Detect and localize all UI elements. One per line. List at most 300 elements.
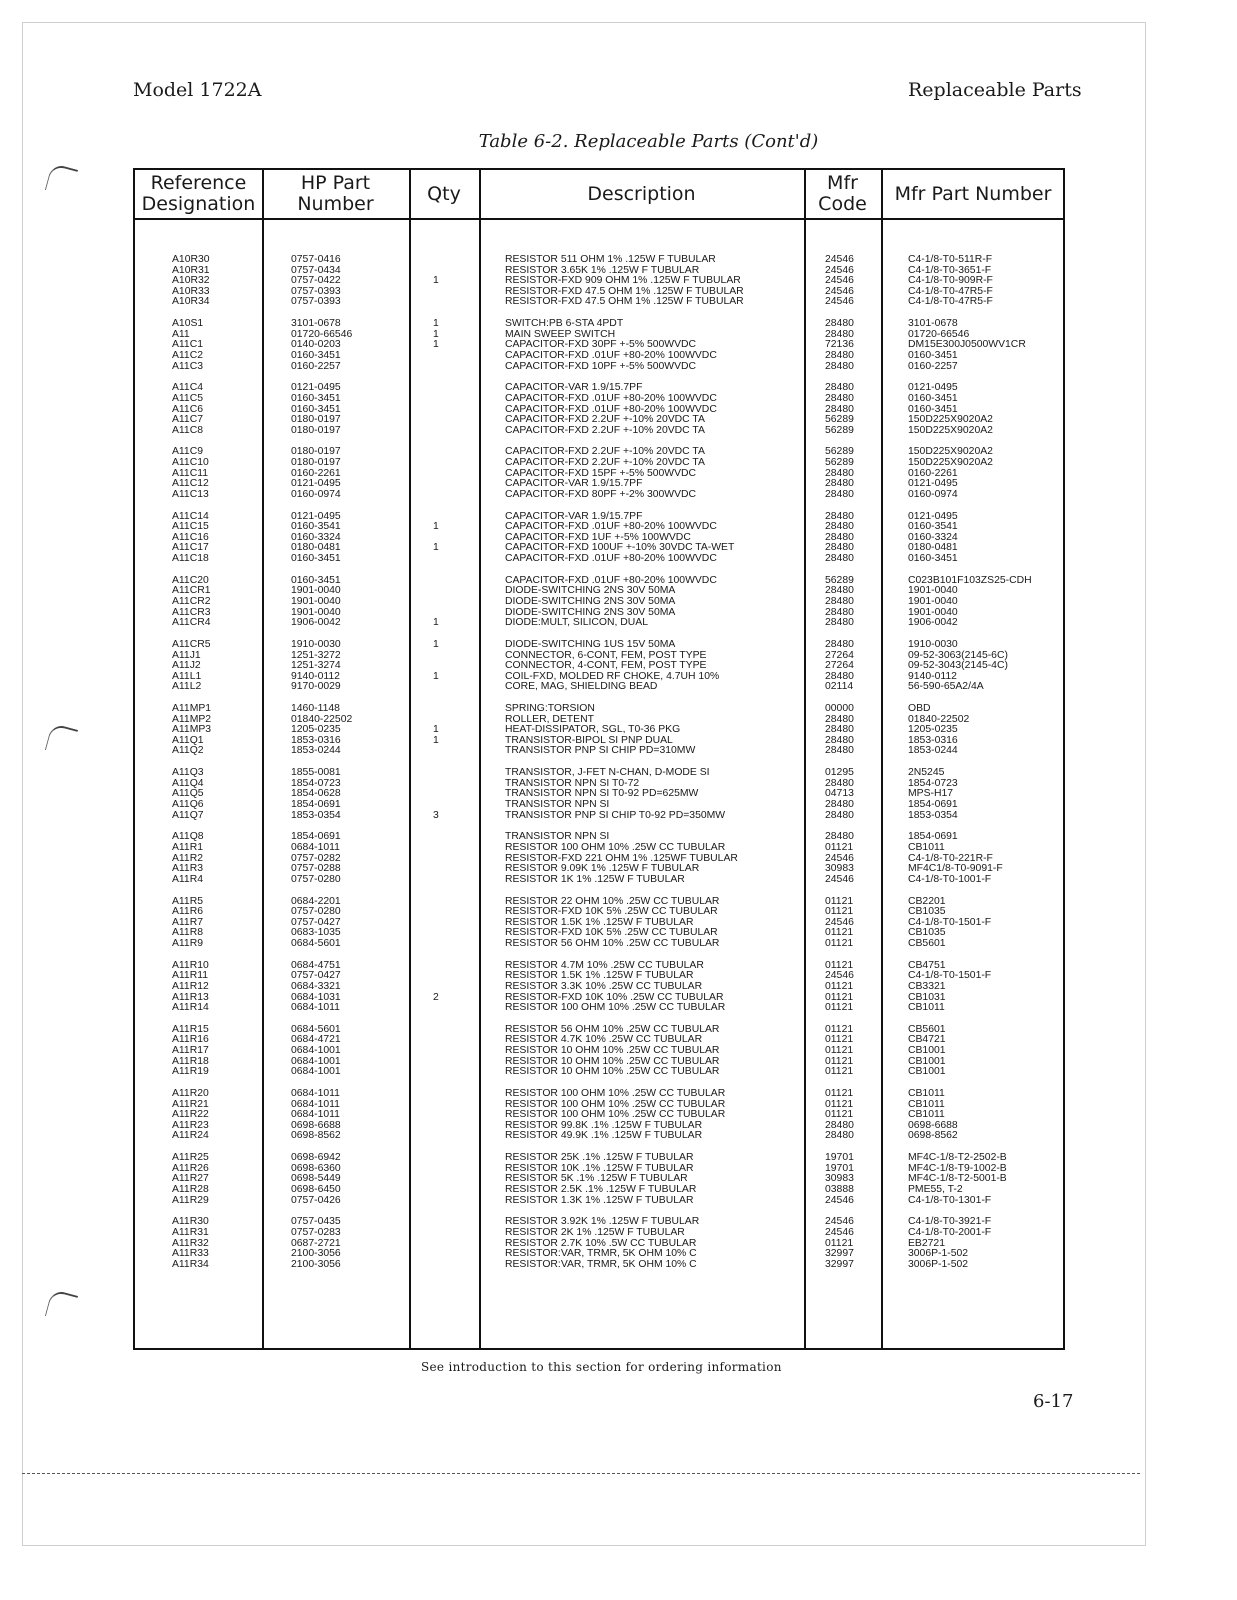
cell-mfr-code: 01121 — [825, 959, 854, 971]
cell-mfr-code: 28480 — [825, 745, 854, 757]
cell-mfr-part-number: 1906-0042 — [908, 617, 958, 629]
cell-mfr-code: 24546 — [825, 264, 854, 276]
cell-hp-part-number: 0757-0393 — [291, 296, 341, 308]
table-row — [135, 682, 1067, 693]
cell-reference: A10R34 — [172, 296, 210, 308]
cell-description: RESISTOR 2K 1% .125W F TUBULAR — [505, 1226, 685, 1238]
cell-mfr-code: 32997 — [825, 1258, 854, 1270]
column-header-line: Mfr — [827, 172, 858, 194]
cell-mfr-part-number: 1910-0030 — [908, 638, 958, 650]
cell-description: CAPACITOR-VAR 1.9/15.7PF — [505, 382, 643, 394]
cell-description: CAPACITOR-FXD 80PF +-2% 300WVDC — [505, 488, 697, 500]
cell-hp-part-number: 0160-3541 — [291, 521, 341, 533]
cell-mfr-code: 24546 — [825, 254, 854, 265]
cell-description: RESISTOR 49.9K .1% .125W F TUBULAR — [505, 1130, 703, 1142]
cell-description: ROLLER, DETENT — [505, 713, 594, 725]
cell-mfr-code: 28480 — [825, 521, 854, 533]
cell-description: RESISTOR 4.7K 10% .25W CC TUBULAR — [505, 1034, 703, 1046]
cell-quantity: 1 — [433, 328, 439, 340]
cell-reference: A11C5 — [172, 392, 203, 404]
cell-hp-part-number: 0757-0427 — [291, 970, 341, 982]
cell-mfr-part-number: 0160-3541 — [908, 521, 958, 533]
cell-reference: A11R20 — [172, 1088, 209, 1100]
cell-hp-part-number: 0160-2261 — [291, 467, 341, 479]
cell-hp-part-number: 0140-0203 — [291, 339, 341, 351]
row-group — [135, 1153, 1067, 1206]
cell-mfr-code: 28480 — [825, 553, 854, 564]
cell-description: RESISTOR-FXD 10K 5% .25W CC TUBULAR — [505, 927, 718, 939]
table-row — [135, 1196, 1067, 1207]
cell-reference: A11Q2 — [172, 745, 204, 757]
cell-mfr-part-number: 150D225X9020A2 — [908, 457, 993, 469]
cell-hp-part-number: 1205-0235 — [291, 724, 341, 736]
cell-description: DIODE-SWITCHING 2NS 30V 50MA — [505, 585, 676, 597]
cell-mfr-part-number: 0160-3324 — [908, 531, 958, 543]
cell-hp-part-number: 0160-3451 — [291, 403, 341, 415]
cell-reference: A11Q7 — [172, 809, 204, 821]
cell-hp-part-number: 0684-1011 — [291, 1098, 340, 1110]
cell-mfr-part-number: 1854-0723 — [908, 777, 958, 789]
cell-description: CAPACITOR-FXD 2.2UF +-10% 20VDC TA — [505, 424, 705, 436]
cell-description: CAPACITOR-VAR 1.9/15.7PF — [505, 478, 643, 490]
cell-mfr-part-number: 0160-0974 — [908, 488, 958, 500]
cell-description: RESISTOR 5K .1% .125W F TUBULAR — [505, 1173, 688, 1185]
cell-mfr-part-number: 1901-0040 — [908, 595, 958, 607]
cell-hp-part-number: 0160-3324 — [291, 531, 341, 543]
cell-mfr-code: 28480 — [825, 617, 854, 629]
cell-reference: A11C12 — [172, 478, 209, 490]
cell-quantity: 1 — [433, 617, 439, 629]
cell-quantity: 1 — [433, 734, 439, 746]
cell-mfr-part-number: C4-1/8-T0-909R-F — [908, 275, 993, 287]
cell-reference: A10R30 — [172, 254, 210, 265]
table-row — [135, 618, 1067, 629]
cell-mfr-part-number: 0121-0495 — [908, 478, 958, 490]
row-group — [135, 832, 1067, 885]
table-row — [135, 939, 1067, 950]
row-group — [135, 383, 1067, 436]
cell-description: CAPACITOR-FXD .01UF +80-20% 100WVDC — [505, 349, 717, 361]
column-header-line: Code — [818, 193, 867, 215]
cell-hp-part-number: 3101-0678 — [291, 318, 341, 330]
cell-mfr-part-number: C4-1/8-T0-1501-F — [908, 916, 992, 928]
cell-mfr-code: 24546 — [825, 1194, 854, 1206]
cell-description: HEAT-DISSIPATOR, SGL, T0-36 PKG — [505, 724, 681, 736]
cell-mfr-code: 28480 — [825, 606, 854, 618]
cell-mfr-part-number: 09-52-3043(2145-4C) — [908, 660, 1008, 672]
cell-mfr-part-number: CB5601 — [908, 937, 946, 949]
cell-reference: A11C16 — [172, 531, 209, 543]
cell-description: RESISTOR 10 OHM 10% .25W CC TUBULAR — [505, 1045, 720, 1057]
cell-description: RESISTOR 56 OHM 10% .25W CC TUBULAR — [505, 937, 720, 949]
cell-mfr-part-number: CB3321 — [908, 980, 946, 992]
cell-reference: A11R25 — [172, 1152, 209, 1164]
cell-reference: A11R27 — [172, 1173, 209, 1185]
cell-reference: A11C9 — [172, 446, 203, 458]
cell-mfr-code: 01121 — [825, 937, 854, 949]
cell-mfr-part-number: MF4C1/8-T0-9091-F — [908, 863, 1003, 875]
cell-description: RESISTOR 1.3K 1% .125W F TUBULAR — [505, 1194, 694, 1206]
cell-reference: A11C17 — [172, 542, 209, 554]
cell-mfr-part-number: CB1001 — [908, 1066, 946, 1078]
cell-reference: A11C4 — [172, 382, 203, 394]
cell-description: CAPACITOR-FXD .01UF +80-20% 100WVDC — [505, 574, 717, 586]
cell-description: RESISTOR-FXD 47.5 OHM 1% .125W F TUBULAR — [505, 285, 744, 297]
cell-mfr-code: 24546 — [825, 852, 854, 864]
cell-reference: A11R18 — [172, 1055, 209, 1067]
cell-mfr-part-number: 01720-66546 — [908, 328, 970, 340]
parts-table — [133, 168, 1065, 1350]
cell-reference: A11C3 — [172, 360, 203, 372]
cell-reference: A11Q8 — [172, 831, 204, 843]
cell-mfr-part-number: C4-1/8-T0-511R-F — [908, 254, 993, 265]
cell-description: RESISTOR-FXD 909 OHM 1% .125W F TUBULAR — [505, 275, 741, 287]
cell-mfr-code: 28480 — [825, 542, 854, 554]
cell-hp-part-number: 01720-66546 — [291, 328, 353, 340]
cell-description: RESISTOR 1K 1% .125W F TUBULAR — [505, 873, 685, 885]
cell-mfr-code: 28480 — [825, 809, 854, 821]
cell-description: TRANSISTOR-BIPOL SI PNP DUAL — [505, 734, 673, 746]
cell-hp-part-number: 0698-6688 — [291, 1119, 341, 1131]
table-row — [135, 426, 1067, 437]
cell-reference: A11R33 — [172, 1248, 209, 1260]
column-header-description: Description — [587, 182, 696, 205]
cell-mfr-part-number: CB1011 — [908, 1088, 945, 1100]
cell-mfr-code: 01121 — [825, 842, 854, 853]
cell-mfr-code: 24546 — [825, 285, 854, 297]
cell-hp-part-number: 0684-4751 — [291, 959, 341, 971]
cell-description: RESISTOR 3.92K 1% .125W F TUBULAR — [505, 1216, 700, 1228]
cell-hp-part-number: 0684-1001 — [291, 1066, 341, 1078]
cell-mfr-part-number: CB5601 — [908, 1023, 946, 1035]
cell-hp-part-number: 0698-6942 — [291, 1152, 341, 1164]
cell-hp-part-number: 0684-2201 — [291, 895, 341, 907]
cell-mfr-code: 24546 — [825, 916, 854, 928]
cell-mfr-part-number: CB1001 — [908, 1055, 946, 1067]
cell-description: RESISTOR 25K .1% .125W F TUBULAR — [505, 1152, 694, 1164]
cell-mfr-part-number: 1854-0691 — [908, 799, 958, 811]
cell-hp-part-number: 1855-0081 — [291, 767, 341, 779]
cell-mfr-part-number: 2N5245 — [908, 767, 945, 779]
cell-description: TRANSISTOR, J-FET N-CHAN, D-MODE SI — [505, 767, 710, 779]
cell-reference: A11CR5 — [172, 638, 211, 650]
cell-mfr-part-number: 0121-0495 — [908, 382, 958, 394]
cell-hp-part-number: 0757-0416 — [291, 254, 341, 265]
cell-description: RESISTOR 3.3K 10% .25W CC TUBULAR — [505, 980, 703, 992]
cell-reference: A10R33 — [172, 285, 210, 297]
cell-hp-part-number: 9170-0029 — [291, 681, 341, 693]
cell-description: TRANSISTOR NPN SI — [505, 799, 610, 811]
cell-reference: A11C8 — [172, 424, 203, 436]
table-row — [135, 255, 1067, 266]
cell-mfr-code: 30983 — [825, 863, 854, 875]
cell-mfr-part-number: CB4721 — [908, 1034, 946, 1046]
cell-description: CAPACITOR-FXD 10PF +-5% 500WVDC — [505, 360, 697, 372]
cell-description: CONNECTOR, 6-CONT, FEM, POST TYPE — [505, 649, 707, 661]
cell-reference: A11R29 — [172, 1194, 209, 1206]
cell-description: RESISTOR 100 OHM 10% .25W CC TUBULAR — [505, 1002, 726, 1014]
cell-hp-part-number: 1901-0040 — [291, 606, 341, 618]
row-group — [135, 897, 1067, 950]
cell-mfr-code: 56289 — [825, 424, 854, 436]
bottom-rule — [22, 1473, 1140, 1474]
cell-description: RESISTOR 99.8K .1% .125W F TUBULAR — [505, 1119, 703, 1131]
cell-mfr-code: 28480 — [825, 531, 854, 543]
cell-reference: A11R7 — [172, 916, 203, 928]
table-row — [135, 297, 1067, 308]
cell-reference: A11C15 — [172, 521, 209, 533]
cell-reference: A11C10 — [172, 457, 209, 469]
cell-hp-part-number: 1853-0316 — [291, 734, 341, 746]
cell-reference: A11C13 — [172, 488, 209, 500]
cell-hp-part-number: 0684-1001 — [291, 1045, 341, 1057]
cell-mfr-part-number: C4-1/8-T0-1301-F — [908, 1194, 992, 1206]
cell-description: RESISTOR 22 OHM 10% .25W CC TUBULAR — [505, 895, 720, 907]
table-row — [135, 394, 1067, 405]
cell-hp-part-number: 0684-5601 — [291, 1023, 341, 1035]
cell-reference: A11R13 — [172, 991, 209, 1003]
cell-mfr-part-number: CB1011 — [908, 1109, 945, 1121]
cell-mfr-part-number: CB1035 — [908, 927, 946, 939]
cell-reference: A10S1 — [172, 318, 204, 330]
cell-hp-part-number: 0160-2257 — [291, 360, 341, 372]
cell-reference: A11R19 — [172, 1066, 209, 1078]
cell-hp-part-number: 0757-0393 — [291, 285, 341, 297]
cell-hp-part-number: 0160-3451 — [291, 553, 341, 564]
cell-description: RESISTOR-FXD 10K 10% .25W CC TUBULAR — [505, 991, 724, 1003]
cell-hp-part-number: 1854-0723 — [291, 777, 341, 789]
cell-quantity: 1 — [433, 724, 439, 736]
cell-description: RESISTOR 10 OHM 10% .25W CC TUBULAR — [505, 1066, 720, 1078]
cell-description: RESISTOR 2.5K .1% .125W F TUBULAR — [505, 1183, 697, 1195]
row-group — [135, 768, 1067, 821]
cell-hp-part-number: 0757-0283 — [291, 1226, 341, 1238]
cell-hp-part-number: 0160-3451 — [291, 392, 341, 404]
cell-description: RESISTOR 3.65K 1% .125W F TUBULAR — [505, 264, 700, 276]
cell-mfr-code: 28480 — [825, 349, 854, 361]
table-row — [135, 640, 1067, 651]
cell-quantity: 1 — [433, 318, 439, 330]
cell-reference: A11R26 — [172, 1162, 209, 1174]
cell-mfr-code: 27264 — [825, 649, 854, 661]
cell-mfr-part-number: 0160-2257 — [908, 360, 958, 372]
cell-mfr-code: 28480 — [825, 595, 854, 607]
cell-description: SWITCH:PB 6-STA 4PDT — [505, 318, 624, 330]
cell-hp-part-number: 0698-6360 — [291, 1162, 341, 1174]
cell-mfr-part-number: 3101-0678 — [908, 318, 958, 330]
cell-mfr-code: 28480 — [825, 1130, 854, 1142]
cell-mfr-code: 24546 — [825, 1226, 854, 1238]
cell-reference: A11MP2 — [172, 713, 212, 725]
cell-reference: A11C6 — [172, 403, 203, 415]
cell-reference: A11C20 — [172, 574, 209, 586]
cell-description: TRANSISTOR NPN SI T0-92 PD=625MW — [505, 788, 699, 800]
cell-mfr-code: 27264 — [825, 660, 854, 672]
cell-mfr-part-number: C023B101F103ZS25-CDH — [908, 574, 1032, 586]
cell-mfr-part-number: C4-1/8-T0-47R5-F — [908, 296, 993, 308]
cell-description: RESISTOR:VAR, TRMR, 5K OHM 10% C — [505, 1258, 697, 1270]
cell-reference: A11R28 — [172, 1183, 209, 1195]
cell-hp-part-number: 0757-0282 — [291, 852, 341, 864]
cell-hp-part-number: 9140-0112 — [291, 670, 340, 682]
cell-reference: A11 — [172, 328, 190, 340]
cell-mfr-code: 19701 — [825, 1162, 854, 1174]
cell-mfr-part-number: 1901-0040 — [908, 606, 958, 618]
column-header-qty: Qty — [427, 182, 461, 205]
cell-mfr-code: 01121 — [825, 1023, 854, 1035]
cell-quantity: 3 — [433, 809, 439, 821]
cell-description: DIODE-SWITCHING 2NS 30V 50MA — [505, 595, 676, 607]
cell-description: RESISTOR 10K .1% .125W F TUBULAR — [505, 1162, 694, 1174]
cell-hp-part-number: 0180-0481 — [291, 542, 341, 554]
table-row — [135, 351, 1067, 362]
cell-reference: A11R8 — [172, 927, 203, 939]
cell-hp-part-number: 0757-0434 — [291, 264, 341, 276]
cell-hp-part-number: 0684-1031 — [291, 991, 341, 1003]
cell-description: RESISTOR 100 OHM 10% .25W CC TUBULAR — [505, 1098, 726, 1110]
cell-hp-part-number: 0121-0495 — [291, 478, 341, 490]
cell-description: RESISTOR 2.7K 10% .5W CC TUBULAR — [505, 1237, 697, 1249]
table-row — [135, 362, 1067, 373]
cell-mfr-code: 04713 — [825, 788, 854, 800]
table-row — [135, 843, 1067, 854]
cell-hp-part-number: 1853-0354 — [291, 809, 341, 821]
cell-mfr-part-number: 150D225X9020A2 — [908, 446, 993, 458]
cell-description: COIL-FXD, MOLDED RF CHOKE, 4.7UH 10% — [505, 670, 720, 682]
table-row — [135, 490, 1067, 501]
cell-mfr-code: 28480 — [825, 1119, 854, 1131]
row-group — [135, 576, 1067, 629]
cell-description: CAPACITOR-FXD 2.2UF +-10% 20VDC TA — [505, 414, 705, 426]
cell-description: CAPACITOR-FXD .01UF +80-20% 100WVDC — [505, 403, 717, 415]
cell-reference: A11R1 — [172, 842, 203, 853]
cell-reference: A11L2 — [172, 681, 202, 693]
ordering-footnote: See introduction to this section for ordering information — [421, 1360, 782, 1374]
cell-reference: A11R4 — [172, 873, 203, 885]
cell-mfr-part-number: 9140-0112 — [908, 670, 957, 682]
cell-description: DIODE-SWITCHING 1US 15V 50MA — [505, 638, 676, 650]
cell-description: RESISTOR 511 OHM 1% .125W F TUBULAR — [505, 254, 716, 265]
cell-mfr-part-number: 0121-0495 — [908, 510, 958, 522]
cell-mfr-code: 01121 — [825, 927, 854, 939]
cell-hp-part-number: 0121-0495 — [291, 510, 341, 522]
cell-mfr-part-number: 0160-2261 — [908, 467, 958, 479]
column-header-hp-part: HP Part Number — [297, 172, 374, 215]
column-header-mfr-part: Mfr Part Number — [894, 182, 1052, 205]
cell-mfr-part-number: 0160-3451 — [908, 349, 958, 361]
cell-mfr-part-number: CB2201 — [908, 895, 946, 907]
cell-quantity: 1 — [433, 670, 439, 682]
cell-mfr-part-number: 1854-0691 — [908, 831, 958, 843]
cell-reference: A11CR2 — [172, 595, 211, 607]
cell-mfr-code: 01121 — [825, 1066, 854, 1078]
cell-mfr-code: 28480 — [825, 638, 854, 650]
cell-reference: A11CR3 — [172, 606, 211, 618]
cell-mfr-code: 01121 — [825, 1034, 854, 1046]
row-group — [135, 319, 1067, 372]
table-row — [135, 1067, 1067, 1078]
cell-description: TRANSISTOR NPN SI T0-72 — [505, 777, 640, 789]
cell-reference: A11R6 — [172, 906, 203, 918]
cell-reference: A11C7 — [172, 414, 203, 426]
cell-mfr-code: 01121 — [825, 1098, 854, 1110]
row-group — [135, 704, 1067, 757]
cell-description: TRANSISTOR NPN SI — [505, 831, 610, 843]
cell-hp-part-number: 0180-0197 — [291, 457, 341, 469]
header-divider — [135, 218, 1063, 220]
cell-hp-part-number: 1854-0691 — [291, 831, 341, 843]
cell-mfr-part-number: OBD — [908, 703, 931, 715]
cell-mfr-code: 28480 — [825, 360, 854, 372]
cell-description: RESISTOR 100 OHM 10% .25W CC TUBULAR — [505, 1088, 726, 1100]
table-caption: Table 6-2. Replaceable Parts (Cont'd) — [478, 131, 819, 152]
cell-mfr-part-number: C4-1/8-T0-1001-F — [908, 873, 992, 885]
cell-mfr-part-number: C4-1/8-T0-3651-F — [908, 264, 992, 276]
cell-reference: A10R31 — [172, 264, 210, 276]
cell-mfr-code: 01121 — [825, 980, 854, 992]
cell-quantity: 1 — [433, 542, 439, 554]
cell-reference: A11C11 — [172, 467, 209, 479]
cell-hp-part-number: 1901-0040 — [291, 585, 341, 597]
cell-reference: A11CR1 — [172, 585, 211, 597]
cell-description: MAIN SWEEP SWITCH — [505, 328, 616, 340]
cell-hp-part-number: 1460-1148 — [291, 703, 340, 715]
cell-reference: A11C2 — [172, 349, 203, 361]
cell-description: RESISTOR 9.09K 1% .125W F TUBULAR — [505, 863, 700, 875]
row-group — [135, 1089, 1067, 1142]
cell-reference: A11R21 — [172, 1098, 209, 1110]
table-row — [135, 1260, 1067, 1271]
cell-mfr-code: 01121 — [825, 1237, 854, 1249]
page-number: 6-17 — [1033, 1391, 1074, 1412]
cell-description: RESISTOR-FXD 10K 5% .25W CC TUBULAR — [505, 906, 718, 918]
cell-mfr-code: 56289 — [825, 446, 854, 458]
cell-mfr-part-number: CB4751 — [908, 959, 946, 971]
cell-reference: A11R17 — [172, 1045, 209, 1057]
cell-mfr-part-number: CB1011 — [908, 1098, 945, 1110]
cell-hp-part-number: 0757-0280 — [291, 873, 341, 885]
table-row — [135, 1131, 1067, 1142]
cell-mfr-code: 24546 — [825, 275, 854, 287]
column-header-mfr-code — [804, 170, 881, 218]
cell-hp-part-number: 0698-8562 — [291, 1130, 341, 1142]
cell-hp-part-number: 1854-0691 — [291, 799, 341, 811]
cell-mfr-code: 56289 — [825, 457, 854, 469]
cell-reference: A11R10 — [172, 959, 209, 971]
cell-mfr-part-number: C4-1/8-T0-1501-F — [908, 970, 992, 982]
table-row — [135, 1185, 1067, 1196]
cell-reference: A11Q4 — [172, 777, 204, 789]
row-group — [135, 1217, 1067, 1270]
cell-mfr-part-number: 3006P-1-502 — [908, 1258, 969, 1270]
cell-mfr-code: 56289 — [825, 414, 854, 426]
cell-hp-part-number: 0698-5449 — [291, 1173, 341, 1185]
cell-description: CORE, MAG, SHIELDING BEAD — [505, 681, 658, 693]
cell-mfr-code: 30983 — [825, 1173, 854, 1185]
cell-hp-part-number: 0180-0197 — [291, 424, 341, 436]
cell-mfr-code: 28480 — [825, 403, 854, 415]
cell-mfr-code: 03888 — [825, 1183, 854, 1195]
cell-mfr-part-number: 150D225X9020A2 — [908, 414, 993, 426]
cell-mfr-code: 24546 — [825, 296, 854, 308]
cell-description: CAPACITOR-FXD 2.2UF +-10% 20VDC TA — [505, 457, 705, 469]
cell-description: CAPACITOR-FXD .01UF +80-20% 100WVDC — [505, 392, 717, 404]
cell-quantity: 1 — [433, 339, 439, 351]
cell-mfr-part-number: 0160-3451 — [908, 553, 958, 564]
cell-reference: A11R11 — [172, 970, 209, 982]
cell-mfr-code: 01121 — [825, 1002, 854, 1014]
cell-description: RESISTOR:VAR, TRMR, 5K OHM 10% C — [505, 1248, 697, 1260]
